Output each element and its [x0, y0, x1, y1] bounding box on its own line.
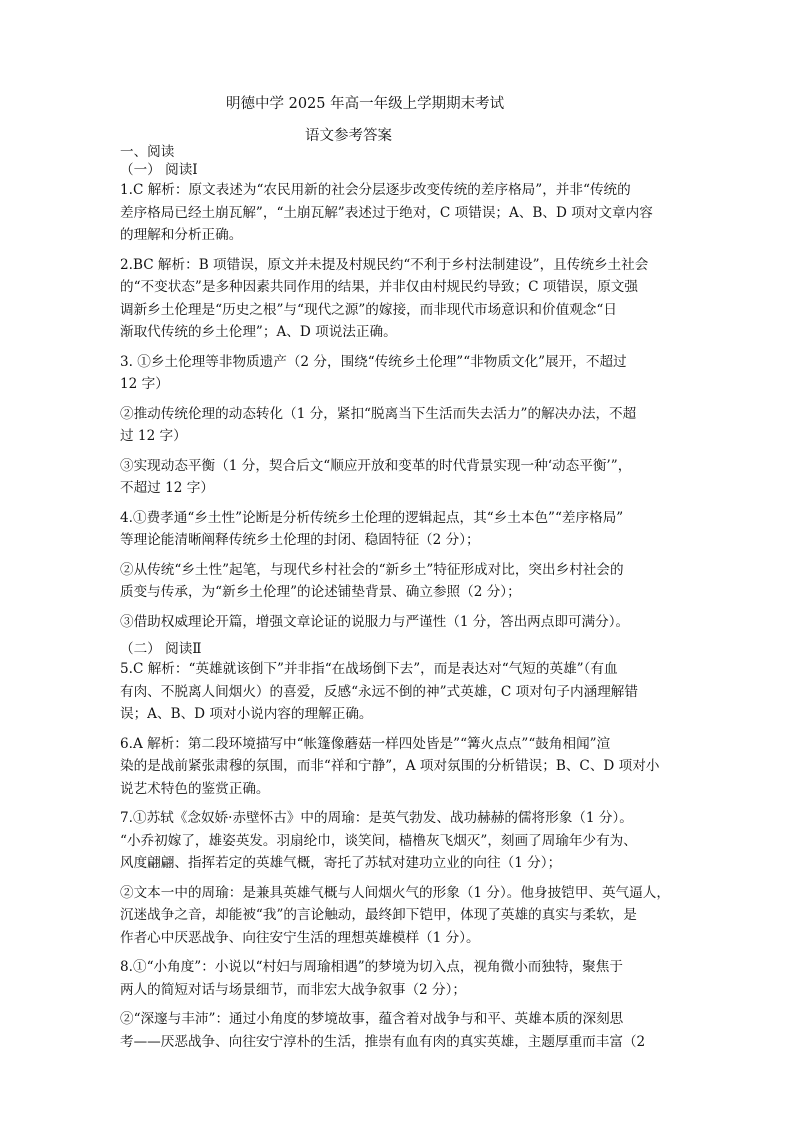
text-line: 作者心中厌恶战争、向往安宁生活的理想英雄模样（1 分）。	[120, 929, 480, 946]
text-line: 等理论能清晰阐释传统乡土伦理的封闭、稳固特征（2 分）；	[120, 532, 480, 548]
answer-paragraph	[120, 1008, 680, 1053]
answer-paragraph	[120, 658, 680, 726]
text-line: 2.BC 解析：B 项错误，原文并未提及村规民约“不利于乡村法制建设”，且传统乡土社会	[120, 256, 649, 273]
text-line: 8.①“小角度”：小说以“村妇与周瑜相遇”的梦境为切入点，视角微小而独特，聚焦于	[120, 959, 623, 975]
text-line: ②文本一中的周瑜：是兼具英雄气概与人间烟火气的形象（1 分）。他身披铠甲、英气逼人，	[120, 884, 670, 901]
answer-paragraph	[120, 882, 680, 950]
section-heading	[120, 143, 680, 161]
text-line: 7.①苏轼《念奴娇·赤壁怀古》中的周瑜：是英气勃发、战功赫赫的儒将形象（1 分）。	[120, 810, 633, 826]
text-line: 渐取代传统的乡土伦理”；A、D 项说法正确。	[120, 324, 397, 340]
text-line: 染的是战前紧张肃穆的氛围，而非“祥和宁静”，A 项对氛围的分析错误；B、C、D 项对小	[120, 758, 660, 774]
answer-paragraph	[120, 733, 680, 801]
text-line: 5.C 解析：“英雄就该倒下”并非指“在战场倒下去”，而是表达对“气短的英雄”（有血	[120, 661, 618, 677]
text-line: 12 字）	[120, 376, 169, 392]
answer-paragraph	[120, 351, 680, 396]
text-line: （二） 阅读Ⅱ	[120, 641, 202, 657]
text-line: 有肉、不脱离人间烟火）的喜爱，反感“永远不倒的神”式英雄，C 项对句子内涵理解错	[120, 683, 638, 700]
answer-paragraph	[120, 403, 680, 448]
text-line: 1.C 解析：原文表述为“农民用新的社会分层逐步改变传统的差序格局”，并非“传统的	[120, 182, 631, 198]
text-line: 说艺术特色的鉴赏正确。	[120, 780, 270, 797]
answer-paragraph	[120, 956, 680, 1001]
text-line: ②从传统“乡土性”起笔，与现代乡村社会的“新乡土”特征形成对比，突出乡村社会的	[120, 561, 624, 578]
text-line: 考——厌恶战争、向往安宁淳朴的生活，推崇有血有肉的真实英雄，主题厚重而丰富（2	[120, 1033, 646, 1050]
answer-content	[120, 143, 680, 1060]
section-heading	[120, 640, 680, 658]
text-line: ②“深邃与丰沛”：通过小角度的梦境故事，蕴含着对战争与和平、英雄本质的深刻思	[120, 1011, 624, 1027]
text-line: ③借助权威理论开篇，增强文章论证的说服力与严谨性（1 分，答出两点即可满分）。	[120, 613, 630, 630]
text-line: 风度翩翩、指挥若定的英雄气概，寄托了苏轼对建功立业的向往（1 分）；	[120, 855, 562, 871]
text-line: 一、阅读	[120, 144, 175, 160]
answer-paragraph	[120, 559, 680, 604]
text-line: ②推动传统伦理的动态转化（1 分，紧扣“脱离当下生活而失去活力”的解决办法，不超	[120, 405, 637, 422]
answer-paragraph	[120, 611, 680, 634]
answer-key-subtitle: 语文参考答案	[305, 128, 392, 144]
answer-paragraph	[120, 507, 680, 552]
answer-paragraph	[120, 807, 680, 875]
text-line: 差序格局已经土崩瓦解”，“土崩瓦解”表述过于绝对，C 项错误；A、B、D 项对文章内容	[120, 204, 653, 221]
text-line: 误；A、B、D 项对小说内容的理解正确。	[120, 706, 373, 722]
exam-title: 明德中学 2025 年高一年级上学期期末考试	[226, 96, 505, 112]
text-line: 不超过 12 字）	[120, 480, 214, 496]
text-line: 的“不变状态”是多种因素共同作用的结果，并非仅由村规民约导致；C 项错误，原文强	[120, 279, 638, 295]
text-line: ③实现动态平衡（1 分，契合后文“顺应开放和变革的时代背景实现一种‘动态平衡’”，	[120, 457, 632, 474]
text-line: 两人的简短对话与场景细节，而非宏大战争叙事（2 分）；	[120, 981, 467, 998]
text-line: 质变与传承，为“新乡土伦理”的论述铺垫背景、确立参照（2 分）；	[120, 584, 521, 600]
section-heading	[120, 161, 680, 179]
text-line: 3. ①乡土伦理等非物质遗产（2 分，围绕“传统乡土伦理”“非物质文化”展开，不超过	[120, 353, 627, 370]
answer-paragraph	[120, 254, 680, 344]
text-line: 的理解和分析正确。	[120, 227, 243, 243]
answer-paragraph	[120, 455, 680, 500]
text-line: 过 12 字）	[120, 428, 187, 444]
text-line: （一） 阅读Ⅰ	[120, 162, 198, 178]
text-line: “小乔初嫁了，雄姿英发。羽扇纶巾，谈笑间，樯橹灰飞烟灭”，刻画了周瑜年少有为、	[120, 832, 637, 849]
text-line: 调新乡土伦理是“历史之根”与“现代之源”的嫁接，而非现代市场意识和价值观念“日	[120, 301, 617, 318]
answer-paragraph	[120, 179, 680, 247]
text-line: 沉迷战争之音，却能被“我”的言论触动，最终卸下铠甲，体现了英雄的真实与柔软，是	[120, 907, 637, 923]
text-line: 6.A 解析：第二段环境描写中“帐篷像蘑菇一样四处皆是”“篝火点点”“鼓角相闻”渲	[120, 735, 611, 752]
text-line: 4.①费孝通“乡土性”论断是分析传统乡土伦理的逻辑起点，其“乡土本色”“差序格局”	[120, 509, 624, 526]
